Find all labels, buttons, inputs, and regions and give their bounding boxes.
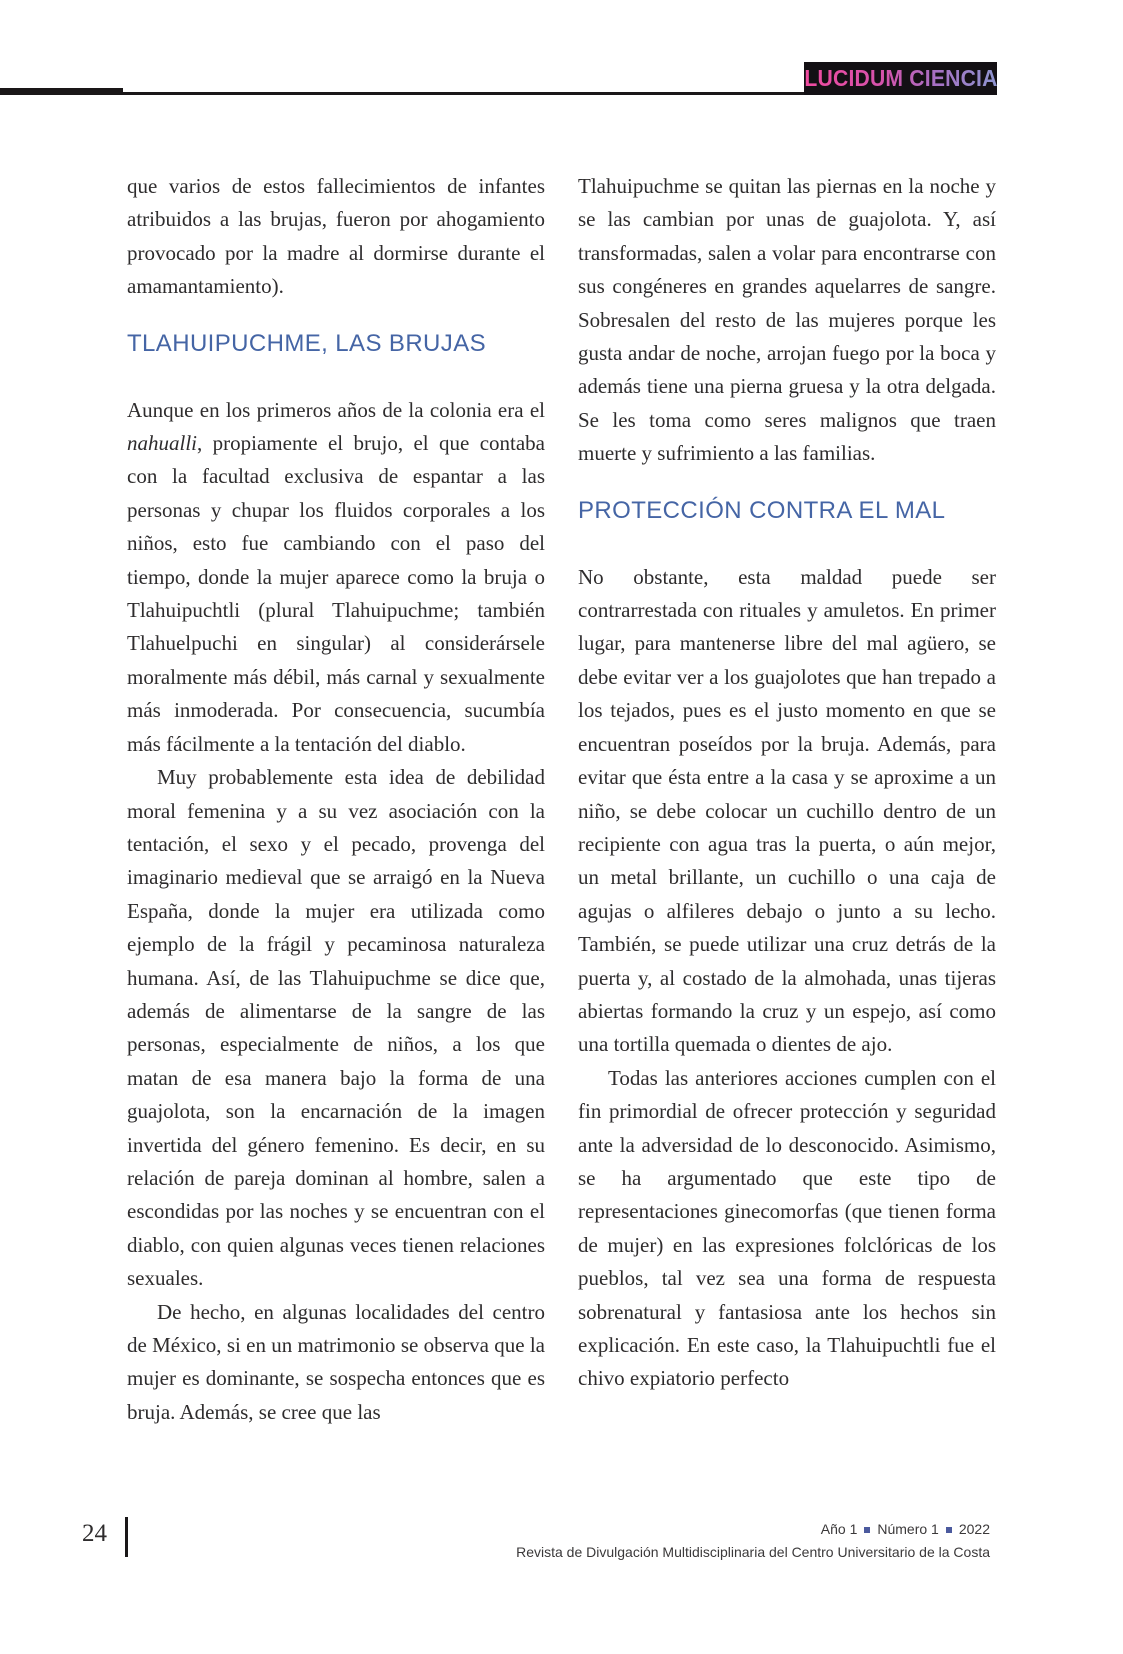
body-paragraph: [578, 1062, 996, 1396]
footer-issue-date: 2022: [958, 1521, 990, 1537]
footer-separator-square-icon: [864, 1527, 870, 1533]
header-rule-thin: [123, 92, 804, 95]
footer-issue-number: Número 1: [877, 1521, 939, 1537]
footer-issue-year: Año 1: [820, 1521, 858, 1537]
text-run: Todas las anteriores acciones cumplen con el fin primordial de ofrecer protección y seguridad ante la adversidad de lo desconocido. Asimismo, se ha argumentado que este tipo de representaciones ginecomorfas (que tienen forma de mujer) en las expresiones folclóricas de los pueblos, tal vez sea una forma de respuesta sobrenatural y fantasiosa ante los hechos sin explicación. En este caso, la Tlahuipuchtli fue el chivo expiatorio perfecto: [578, 1065, 996, 1391]
body-paragraph: [578, 170, 996, 471]
body-paragraph: [127, 170, 545, 304]
body-paragraph: [127, 394, 545, 761]
section-heading: PROTECCIÓN CONTRA EL MAL: [578, 496, 946, 524]
body-paragraph: [127, 1296, 545, 1430]
right-column: [578, 170, 996, 1396]
footer-journal-name: Revista de Divulgación Multidisciplinaria del Centro Universitario de la Costa: [516, 1544, 990, 1560]
left-column: [127, 170, 545, 1429]
footer-issue-line: [516, 1518, 990, 1541]
text-run: que varios de estos fallecimientos de infantes atribuidos a las brujas, fueron por ahogamiento provocado por la madre al dormirse durante el amamantamiento).: [127, 174, 545, 299]
footer-separator-square-icon: [946, 1527, 952, 1533]
body-paragraph: [578, 561, 996, 1062]
text-run: , propiamente el brujo, el que contaba con la facultad exclusiva de espantar a las personas y chupar los fluidos corporales a los niños, esto fue cambiando con el paso del tiempo, donde la mujer aparece como la bruja o Tlahuipuchtli (plural Tlahuipuchme; también Tlahuelpuchi en singular) al considerársele moralmente más débil, más carnal y sexualmente más inmoderada. Por consecuencia, sucumbía más fácilmente a la tentación del diablo.: [127, 431, 545, 756]
header-rule-thick: [0, 88, 123, 95]
text-run: Aunque en los primeros años de la colonia era el: [127, 397, 545, 422]
text-run: Tlahuipuchme se quitan las piernas en la noche y se las cambian por unas de guajolota. Y, así transformadas, salen a volar para encontrarse con sus congéneres en grandes aquelarres de sangre. Sobresalen del resto de las mujeres porque les gusta andar de noche, arrojan fuego por la boca y además tiene una pierna gruesa y la otra delgada. Se les toma como seres malignos que traen muerte y sufrimiento a las familias.: [578, 174, 996, 466]
journal-logo-text: LUCIDUM CIENCIA: [803, 65, 998, 91]
italic-term: nahualli: [127, 431, 198, 456]
journal-logo: [804, 62, 997, 95]
text-run: No obstante, esta maldad puede ser contrarrestada con rituales y amuletos. En primer lugar, para mantenerse libre del mal agüero, se debe evitar ver a los guajolotes que han trepado a los tejados, pues es el justo momento en que se encuentran poseídos por la bruja. Además, para evitar que ésta entre a la casa y se aproxime a un niño, se debe colocar un cuchillo dentro de un recipiente con agua tras la puerta, o aún mejor, un metal brillante, un cuchillo o una caja de agujas o alfileres debajo o junto a su lecho. También, se puede utilizar una cruz detrás de la puerta y, al costado de la almohada, unas tijeras abiertas formando la cruz y un espejo, así como una tortilla quemada o dientes de ajo.: [578, 564, 996, 1057]
section-heading: TLAHUIPUCHME, LAS BRUJAS: [127, 329, 487, 357]
text-run: De hecho, en algunas localidades del centro de México, si en un matrimonio se observa que la mujer es dominante, se sospecha entonces que es bruja. Además, se cree que las: [127, 1299, 545, 1424]
page-number: 24: [82, 1520, 107, 1547]
footer: [516, 1518, 990, 1564]
page-number-divider: [125, 1517, 128, 1557]
text-run: Muy probablemente esta idea de debilidad moral femenina y a su vez asociación con la tentación, el sexo y el pecado, provenga del imaginario medieval que se arraigó en la Nueva España, donde la mujer era utilizada como ejemplo de la frágil y pecaminosa naturaleza humana. Así, de las Tlahuipuchme se dice que, además de alimentarse de la sangre de las personas, especialmente de niños, a los que matan de esa manera bajo la forma de una guajolota, son la encarnación de la imagen invertida del género femenino. Es decir, en su relación de pareja dominan al hombre, salen a escondidas por las noches y se encuentran con el diablo, con quien algunas veces tienen relaciones sexuales.: [127, 765, 545, 1291]
body-paragraph: [127, 761, 545, 1296]
